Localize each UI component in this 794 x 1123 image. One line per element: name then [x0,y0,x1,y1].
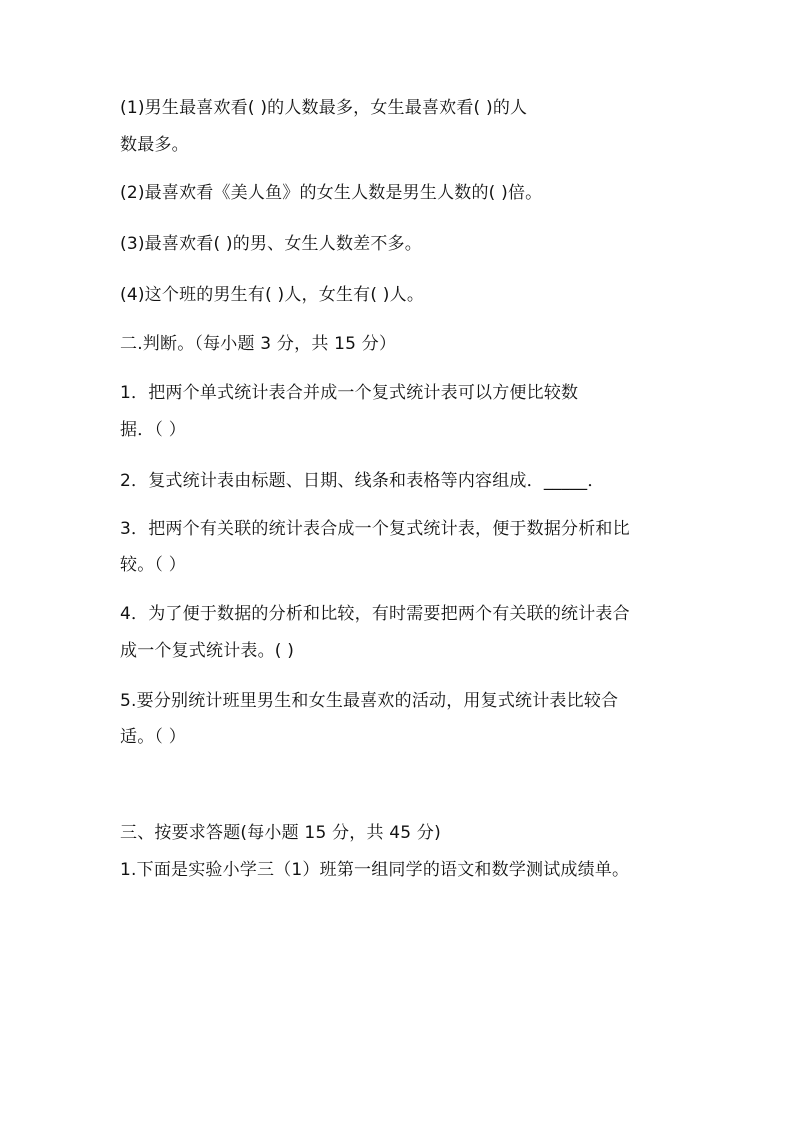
judge-item-3-line-1: 3．把两个有关联的统计表合成一个复式统计表，便于数据分析和比 [120,519,630,539]
judge-item-4-line-1: 4．为了便于数据的分析和比较，有时需要把两个有关联的统计表合 [120,604,630,624]
section-3-heading: 三、按要求答题(每小题 15 分，共 45 分) [120,823,441,843]
question-1-line-1: (1)男生最喜欢看( )的人数最多，女生最喜欢看( )的人 [120,98,528,118]
section-3-question-1: 1.下面是实验小学三（1）班第一组同学的语文和数学测试成绩单。 [120,860,630,880]
question-1-line-2: 数最多。 [120,135,189,155]
judge-item-4-line-2: 成一个复式统计表。( ) [120,641,295,661]
judge-item-3-line-2: 较。（ ） [120,555,186,575]
question-2: (2)最喜欢看《美人鱼》的女生人数是男生人数的( )倍。 [120,183,543,203]
judge-item-1-line-1: 1．把两个单式统计表合并成一个复式统计表可以方便比较数 [120,383,579,403]
question-3: (3)最喜欢看( )的男、女生人数差不多。 [120,234,422,254]
question-4: (4)这个班的男生有( )人，女生有( )人。 [120,285,425,305]
judge-item-5-line-1: 5.要分别统计班里男生和女生最喜欢的活动，用复式统计表比较合 [120,691,619,711]
judge-item-5-line-2: 适。（ ） [120,727,186,747]
judge-item-1-line-2: 据．（ ） [120,420,186,440]
judge-item-2-line-1: 2．复式统计表由标题、日期、线条和表格等内容组成．_____． [120,471,605,491]
section-2-heading: 二.判断。（每小题 3 分，共 15 分） [120,334,397,354]
